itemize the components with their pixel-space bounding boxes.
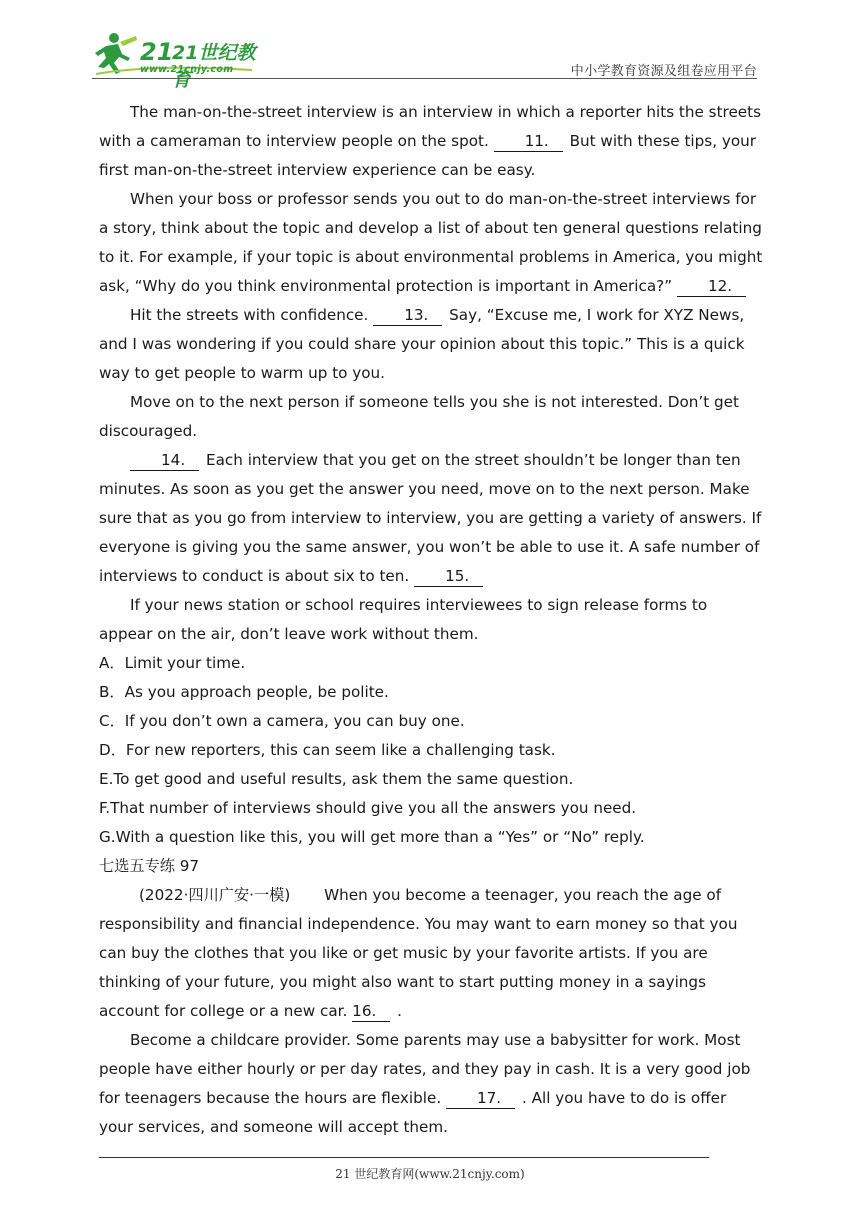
paragraph-text: Say, “Excuse me, I work for XYZ News, and I was wondering if you could share your opinion about this topic.” This is a quick way to get people to warm up to you.	[99, 306, 745, 382]
footer-divider	[99, 1157, 709, 1158]
paragraph: If your news station or school requires interviewees to sign release forms to appear on the air, don’t leave work without them.	[99, 596, 708, 643]
page-footer: 21 世纪教育网(www.21cnjy.com)	[335, 1167, 525, 1181]
site-logo	[92, 30, 267, 91]
paragraph: Move on to the next person if someone tells you she is not interested. Don’t get discouraged.	[99, 393, 739, 440]
platform-title: 中小学教育资源及组卷应用平台	[570, 64, 757, 79]
blank-15[interactable]: 15.	[414, 566, 483, 587]
paragraph-text: But with these tips, your first man-on-the-street interview experience can be easy.	[99, 132, 757, 179]
option-a: A．Limit your time.	[99, 654, 246, 672]
svg-text:21: 21	[140, 38, 174, 66]
option-b: B．As you approach people, be polite.	[99, 683, 389, 701]
paragraph-text: When you become a teenager, you reach the age of responsibility and financial independence. You may want to earn money so that you can buy the clothes that you like or get music by your favorite artists. If you are thinking of your future, you might also want to start putting money in a sayings account for college or a new car.	[99, 886, 738, 1020]
paragraph	[99, 185, 763, 301]
option-c: C．If you don’t own a camera, you can buy one.	[99, 712, 465, 730]
paragraph-text: Each interview that you get on the street shouldn’t be longer than ten minutes. As soon as you get the answer you need, move on to the next person. Make sure that as you go from interview to interview, you are getting a variety of answers. If everyone is giving you the same answer, you won’t be able to use it. A safe number of interviews to conduct is about six to ten.	[99, 451, 762, 585]
source-label: (2022·四川广安·一模)	[139, 886, 291, 904]
logo-text: 21世纪教育	[172, 42, 256, 91]
blank-17[interactable]: 17.	[446, 1088, 515, 1109]
paragraph-text: Become a childcare provider. Some parents may use a babysitter for work. Most people have either hourly or per day rates, and they pay in cash. It is a very good job for teenagers because the hours are flexible.	[99, 1031, 751, 1107]
logo-url: www.21cnjy.com	[140, 64, 234, 75]
option-d: D．For new reporters, this can seem like a challenging task.	[99, 741, 556, 759]
paragraph	[99, 881, 763, 1026]
blank-16[interactable]: 16.	[352, 1001, 390, 1022]
paragraph-text: Hit the streets with confidence.	[130, 306, 374, 324]
paragraph-text: The man-on-the-street interview is an interview in which a reporter hits the streets with a cameraman to interview people on the spot.	[99, 103, 762, 150]
blank-14[interactable]: 14.	[130, 450, 199, 471]
paragraph-text: When your boss or professor sends you out to do man-on-the-street interviews for a story, think about the topic and develop a list of about ten general questions relating to it. For example, if your topic is about environmental problems in America, you might ask, “Why do you think environmental protection is important in America?”	[99, 190, 763, 295]
paragraph-text: . All you have to do is offer your services, and someone will accept them.	[99, 1089, 727, 1136]
paragraph	[99, 1026, 763, 1142]
paragraph-text: .	[392, 1002, 402, 1020]
option-e: E.To get good and useful results, ask them the same question.	[99, 770, 574, 788]
section-title: 七选五专练 97	[99, 857, 200, 875]
blank-12[interactable]: 12.	[677, 276, 746, 297]
page-header	[92, 30, 757, 91]
paragraph	[99, 98, 763, 185]
paragraph	[99, 301, 763, 388]
blank-11[interactable]: 11.	[494, 131, 563, 152]
header-divider	[92, 78, 757, 79]
option-g: G.With a question like this, you will get more than a “Yes” or “No” reply.	[99, 828, 645, 846]
document-body	[99, 98, 763, 1142]
paragraph	[99, 446, 763, 591]
option-f: F.That number of interviews should give you all the answers you need.	[99, 799, 637, 817]
blank-13[interactable]: 13.	[373, 305, 442, 326]
